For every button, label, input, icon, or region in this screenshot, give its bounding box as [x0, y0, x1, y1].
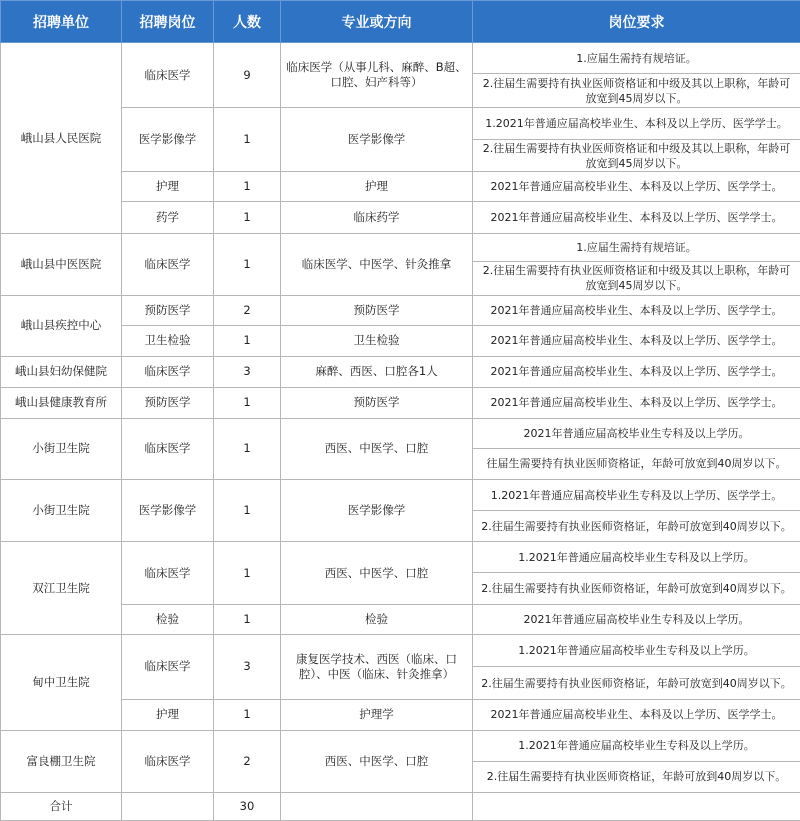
requirement-cell: 2021年普通应届高校毕业生、本科及以上学历、医学学士。: [473, 387, 800, 418]
requirement-cell: 2021年普通应届高校毕业生专科及以上学历。: [473, 418, 800, 448]
requirement-cell: 2.往届生需要持有执业医师资格证，年龄可放宽到40周岁以下。: [473, 511, 800, 542]
requirement-cell: 2.往届生需要持有执业医师资格证和中级及其以上职称，年龄可放宽到45周岁以下。: [473, 74, 800, 108]
requirement-cell: 2.往届生需要持有执业医师资格证，年龄可放宽到40周岁以下。: [473, 667, 800, 699]
requirement-cell: 1.2021年普通应届高校毕业生专科及以上学历。: [473, 542, 800, 573]
unit-cell: 峨山县妇幼保健院: [1, 356, 122, 387]
header-count: 人数: [214, 1, 281, 43]
table-row: [1, 635, 800, 667]
requirement-cell: 2021年普通应届高校毕业生、本科及以上学历、医学学士。: [473, 699, 800, 730]
table-row: [1, 295, 800, 325]
requirement-cell: 2.往届生需要持有执业医师资格证，年龄可放到40周岁以下。: [473, 761, 800, 792]
post-cell: 检验: [122, 605, 214, 635]
post-cell: 护理: [122, 172, 214, 202]
unit-cell: 峨山县中医医院: [1, 234, 122, 295]
header-row: [1, 1, 800, 43]
table-row: [1, 418, 800, 448]
requirement-cell: 2.往届生需要持有执业医师资格证和中级及其以上职称，年龄可放宽到45周岁以下。: [473, 261, 800, 295]
requirement-cell: 1.2021年普通应届高校毕业生专科及以上学历、医学学士。: [473, 480, 800, 511]
major-cell: 临床医学、中医学、针灸推拿: [281, 234, 473, 295]
major-cell: 西医、中医学、口腔: [281, 542, 473, 605]
major-cell: 临床医学（从事儿科、麻醉、B超、口腔、妇产科等）: [281, 43, 473, 108]
count-cell: 2: [214, 295, 281, 325]
requirement-cell: 1.应届生需持有规培证。: [473, 234, 800, 261]
count-cell: 1: [214, 108, 281, 172]
major-cell: 西医、中医学、口腔: [281, 418, 473, 479]
unit-cell: 峨山县人民医院: [1, 43, 122, 234]
unit-cell: 峨山县疾控中心: [1, 295, 122, 356]
unit-cell: 小街卫生院: [1, 418, 122, 479]
table-row: [1, 480, 800, 511]
post-cell: 临床医学: [122, 542, 214, 605]
count-cell: 1: [214, 418, 281, 479]
post-cell: 卫生检验: [122, 325, 214, 356]
total-label: 合计: [1, 792, 122, 820]
major-cell: 护理: [281, 172, 473, 202]
requirement-cell: 往届生需要持有执业医师资格证，年龄可放宽到40周岁以下。: [473, 448, 800, 479]
count-cell: 1: [214, 480, 281, 542]
post-cell: 预防医学: [122, 387, 214, 418]
count-cell: 1: [214, 234, 281, 295]
post-cell: 医学影像学: [122, 480, 214, 542]
requirement-cell: 1.2021年普通应届高校毕业生专科及以上学历。: [473, 635, 800, 667]
requirement-cell: 2021年普通应届高校毕业生、本科及以上学历、医学学士。: [473, 202, 800, 234]
major-cell: 预防医学: [281, 295, 473, 325]
requirement-cell: 2021年普通应届高校毕业生专科及以上学历。: [473, 605, 800, 635]
table-row: [1, 730, 800, 761]
major-cell: 西医、中医学、口腔: [281, 730, 473, 792]
post-cell: 临床医学: [122, 234, 214, 295]
major-cell: 临床药学: [281, 202, 473, 234]
post-cell: 临床医学: [122, 635, 214, 699]
unit-cell: 峨山县健康教育所: [1, 387, 122, 418]
requirement-cell: 1.应届生需持有规培证。: [473, 43, 800, 74]
requirement-cell: 1.2021年普通应届高校毕业生、本科及以上学历、医学学士。: [473, 108, 800, 140]
major-cell: 预防医学: [281, 387, 473, 418]
unit-cell: 富良棚卫生院: [1, 730, 122, 792]
post-cell: 临床医学: [122, 418, 214, 479]
count-cell: 1: [214, 699, 281, 730]
header-post: 招聘岗位: [122, 1, 214, 43]
unit-cell: 双江卫生院: [1, 542, 122, 635]
post-cell: 预防医学: [122, 295, 214, 325]
table-row: [1, 542, 800, 573]
total-empty-cell: [122, 792, 214, 820]
count-cell: 1: [214, 202, 281, 234]
table-row: [1, 387, 800, 418]
major-cell: 卫生检验: [281, 325, 473, 356]
count-cell: 1: [214, 387, 281, 418]
unit-cell: 小街卫生院: [1, 480, 122, 542]
header-unit: 招聘单位: [1, 1, 122, 43]
count-cell: 9: [214, 43, 281, 108]
total-empty-cell: [281, 792, 473, 820]
requirement-cell: 2021年普通应届高校毕业生、本科及以上学历、医学学士。: [473, 172, 800, 202]
total-empty-cell: [473, 792, 800, 820]
major-cell: 医学影像学: [281, 480, 473, 542]
post-cell: 护理: [122, 699, 214, 730]
count-cell: 1: [214, 605, 281, 635]
unit-cell: 甸中卫生院: [1, 635, 122, 730]
major-cell: 医学影像学: [281, 108, 473, 172]
table-row: [1, 356, 800, 387]
table-row: [1, 234, 800, 261]
count-cell: 2: [214, 730, 281, 792]
requirement-cell: 2.往届生需要持有执业医师资格证，年龄可放宽到40周岁以下。: [473, 573, 800, 605]
requirement-cell: 2.往届生需要持有执业医师资格证和中级及其以上职称，年龄可放宽到45周岁以下。: [473, 140, 800, 172]
post-cell: 药学: [122, 202, 214, 234]
requirement-cell: 1.2021年普通应届高校毕业生专科及以上学历。: [473, 730, 800, 761]
major-cell: 检验: [281, 605, 473, 635]
requirement-cell: 2021年普通应届高校毕业生、本科及以上学历、医学学士。: [473, 325, 800, 356]
post-cell: 临床医学: [122, 356, 214, 387]
post-cell: 临床医学: [122, 730, 214, 792]
requirement-cell: 2021年普通应届高校毕业生、本科及以上学历、医学学士。: [473, 356, 800, 387]
post-cell: 临床医学: [122, 43, 214, 108]
count-cell: 1: [214, 325, 281, 356]
count-cell: 1: [214, 542, 281, 605]
requirement-cell: 2021年普通应届高校毕业生、本科及以上学历、医学学士。: [473, 295, 800, 325]
post-cell: 医学影像学: [122, 108, 214, 172]
major-cell: 麻醉、西医、口腔各1人: [281, 356, 473, 387]
major-cell: 康复医学技术、西医（临床、口腔）、中医（临床、针灸推拿）: [281, 635, 473, 699]
total-row: [1, 792, 800, 820]
count-cell: 1: [214, 172, 281, 202]
major-cell: 护理学: [281, 699, 473, 730]
total-count: 30: [214, 792, 281, 820]
header-requirements: 岗位要求: [473, 1, 800, 43]
count-cell: 3: [214, 356, 281, 387]
header-major: 专业或方向: [281, 1, 473, 43]
table-row: [1, 43, 800, 74]
count-cell: 3: [214, 635, 281, 699]
